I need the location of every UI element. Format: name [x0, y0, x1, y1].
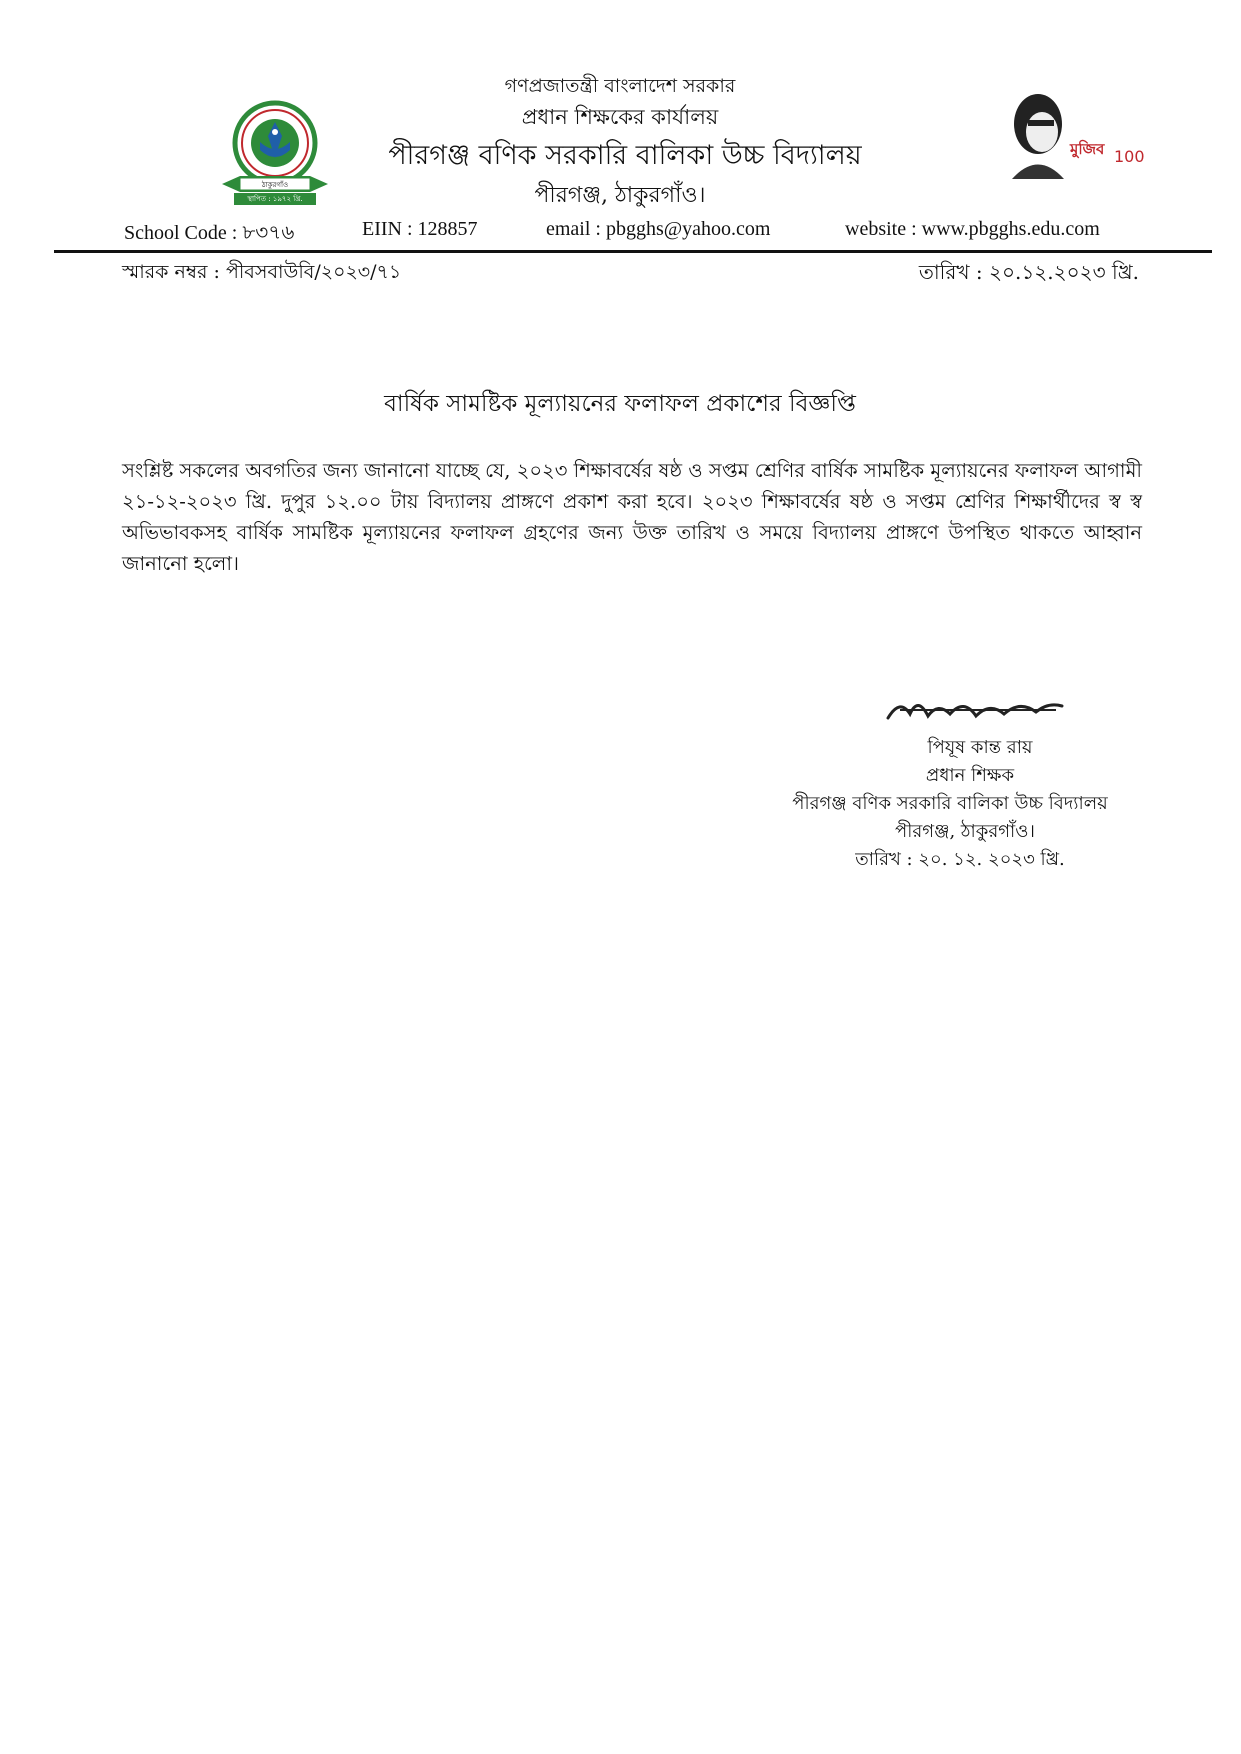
signatory-school: পীরগঞ্জ বণিক সরকারি বালিকা উচ্চ বিদ্যালয়	[792, 793, 1108, 814]
notice-body: সংশ্লিষ্ট সকলের অবগতির জন্য জানানো যাচ্ছে যে, ২০২৩ শিক্ষাবর্ষের ষষ্ঠ ও সপ্তম শ্রেণির বার্ষিক সামষ্টিক মূল্যায়নের ফলাফল আগামী ২১-১২-২০২৩ খ্রি. দুপুর ১২.০০ টায় বিদ্যালয় প্রাঙ্গণে প্রকাশ করা হবে। ২০২৩ শিক্ষাবর্ষের ষষ্ঠ ও সপ্তম শ্রেণির শিক্ষার্থীদের স্ব স্ব অভিভাবকসহ বার্ষিক সামষ্টিক মূল্যায়নের ফলাফল গ্রহণের জন্য উক্ত তারিখ ও সময়ে বিদ্যালয় প্রাঙ্গণে উপস্থিত থাকতে আহ্বান জানানো হলো।	[122, 459, 1142, 575]
school-name-heading: পীরগঞ্জ বণিক সরকারি বালিকা উচ্চ বিদ্যালয়	[388, 140, 862, 171]
svg-text:100: 100	[1114, 147, 1145, 166]
memo-date: তারিখ : ২০.১২.২০২৩ খ্রি.	[918, 260, 1139, 284]
signature-block	[760, 734, 1140, 874]
signature-image	[880, 688, 1070, 734]
signature-date: তারিখ : ২০. ১২. ২০২৩ খ্রি.	[855, 849, 1065, 870]
website: website : www.pbgghs.edu.com	[845, 218, 1100, 240]
eiin: EIIN : 128857	[362, 218, 478, 240]
memo-number: স্মারক নম্বর : পীবসবাউবি/২০২৩/৭১	[122, 261, 402, 283]
email: email : pbgghs@yahoo.com	[546, 218, 771, 240]
signatory-designation: প্রধান শিক্ষক	[925, 765, 1015, 786]
svg-text:মুজিব: মুজিব	[1070, 140, 1105, 158]
notice-title: বার্ষিক সামষ্টিক মূল্যায়নের ফলাফল প্রকাশের বিজ্ঞপ্তি	[384, 391, 856, 417]
emblem-district-text: ঠাকুরগাঁও	[261, 181, 289, 189]
govt-heading: গণপ্রজাতন্ত্রী বাংলাদেশ সরকার	[504, 75, 736, 97]
signatory-name: পিযূষ কান্ত রায়	[927, 737, 1033, 758]
location-heading: পীরগঞ্জ, ঠাকুরগাঁও।	[534, 183, 706, 208]
header-divider	[54, 250, 1212, 253]
emblem-estd-text: স্থাপিত : ১৯৭২ খ্রি.	[234, 193, 316, 205]
mujib-borsho-logo	[1002, 84, 1152, 184]
school-code: School Code : ৮৩৭৬	[124, 222, 295, 244]
office-heading: প্রধান শিক্ষকের কার্যালয়	[521, 105, 719, 129]
signatory-place: পীরগঞ্জ, ঠাকুরগাঁও।	[895, 821, 1035, 842]
